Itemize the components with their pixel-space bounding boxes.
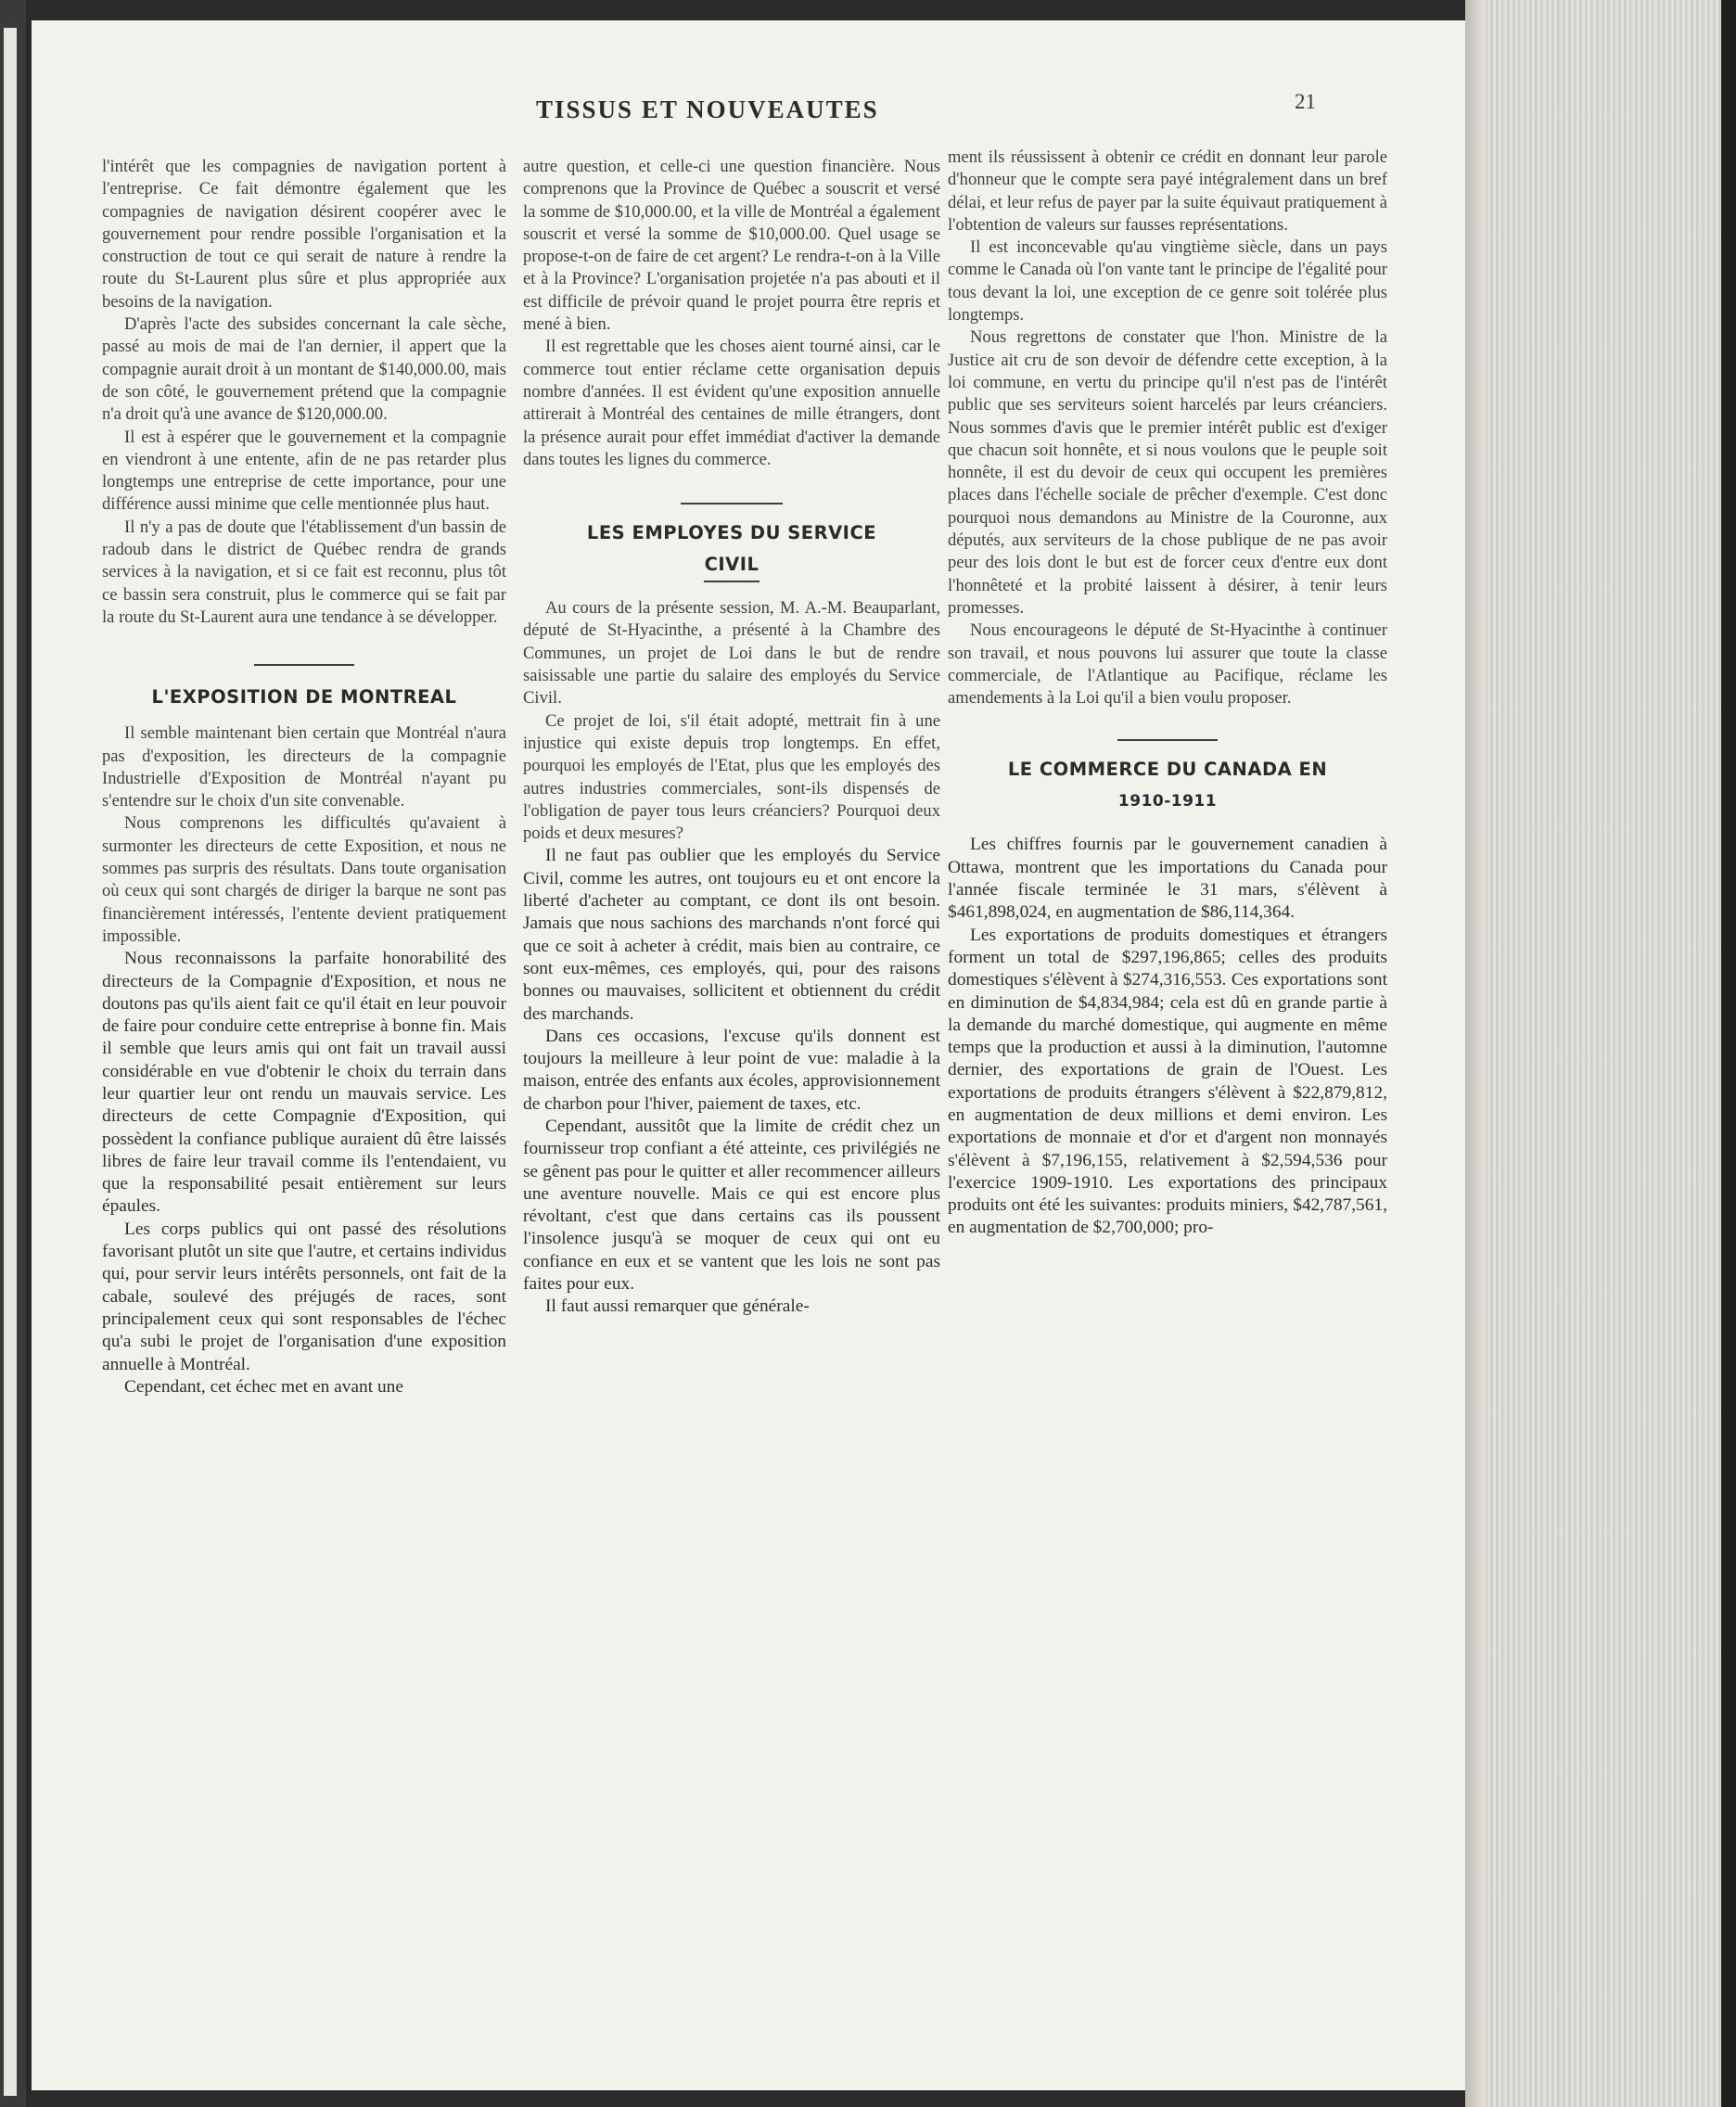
section-heading: L'EXPOSITION DE MONTREAL <box>151 686 457 709</box>
column-middle <box>523 156 940 1319</box>
section-heading: LES EMPLOYES DU SERVICE <box>586 522 877 544</box>
column-right <box>948 147 1387 1240</box>
running-title: TISSUS ET NOUVEAUTES <box>536 96 879 123</box>
page-number: 21 <box>1295 90 1316 113</box>
column-left <box>102 156 506 1398</box>
paragraph: Au cours de la présente session, M. A.-M. Beauparlant, député de St-Hyacinthe, a présenté à la Chambre des Communes, un projet de Loi dans le but de rendre saisissable une partie du salaire des employés du Service Civil. <box>523 598 940 709</box>
paragraph: ment ils réussissent à obtenir ce crédit en donnant leur parole d'honneur que le compte sera payé intégralement dans un bref délai, et leur refus de payer par la suite équivaut pratiquement à l'obtention de valeurs sur fausses représentations. <box>948 147 1387 235</box>
book-page-edges <box>1465 0 1736 2107</box>
paragraph: autre question, et celle-ci une question financière. Nous comprenons que la Province de Québec a souscrit et versé la somme de $10,000.00, et la ville de Montréal a également souscrit et versé la somme de $10,000.00. Quel usage se propose-t-on de faire de cet argent? Le rendra-t-on à la Ville et à la Province? L'organisation projetée n'a pas abouti et il est difficile de prévoir quand le projet pourra être repris et mené à bien. <box>523 157 940 335</box>
paragraph: Dans ces occasions, l'excuse qu'ils donnent est toujours la meilleure à leur point de vue: maladie à la maison, entrée des enfants aux écoles, approvisionnement de charbon pour l'hiver, paiement de taxes, etc. <box>523 1026 940 1114</box>
section-heading: LE COMMERCE DU CANADA EN <box>1007 759 1328 781</box>
left-page-edge <box>0 0 26 2107</box>
paragraph: Les exportations de produits domestiques et étrangers forment un total de $297,196,865; celles des produits domestiques s'élèvent à $274,316,553. Ces exportations sont en diminution de $4,834,984; cela est dû en grande partie à la demande du marché domestique, qui augmente en même temps que la production et aussi à la diminution, l'automne dernier, des exportations de grain de l'Ouest. Les exportations de produits étrangers s'élèvent à $22,879,812, en augmentation de deux millions et demi environ. Les exportations de monnaie et d'or et d'argent non monnayés s'élèvent à $7,196,155, relativement à $2,594,536 pour l'exercice 1909-1910. Les exportations des principaux produits ont été les suivantes: produits miniers, $42,787,561, en augmentation de $2,700,000; pro- <box>948 925 1387 1238</box>
paragraph: Il est regrettable que les choses aient tourné ainsi, car le commerce tout entier réclame cette organisation depuis nombre d'années. Il est évident qu'une exposition annuelle attirerait à Montréal des centaines de mille étrangers, dont la présence aurait pour effet immédiat d'activer la demande dans toutes les lignes du commerce. <box>523 337 940 469</box>
paragraph: Nous reconnaissons la parfaite honorabilité des directeurs de la Compagnie d'Exposition, et nous ne doutons pas qu'ils aient fait ce qu'il était en leur pouvoir de faire pour conduire cette entreprise à bonne fin. Mais il semble que leurs amis qui ont fait un travail aussi considérable en vue d'obtenir le choix du terrain dans leur quartier leur ont rendu un mauvais service. Les directeurs de cette Compagnie d'Exposition, qui possèdent la confiance publique auraient dû être laissés libres de faire leur travail comme ils l'entendaient, vu que la responsabilité pesait entièrement sur leurs épaules. <box>102 949 506 1217</box>
section-heading: 1910-1911 <box>1117 792 1218 811</box>
paragraph: Nous regrettons de constater que l'hon. Ministre de la Justice ait cru de son devoir de défendre cette exception, à la loi commune, en vertu du principe qu'il n'est pas de l'intérêt public que ses serviteurs soient harcelés par leurs créanciers. Nous sommes d'avis que le premier intérêt public est d'exiger que chacun soit honnête, et si nous voulons que le peuple soit honnête, il est du devoir de ceux qui occupent les premières places dans l'échelle sociale de prêcher d'exemple. C'est donc pourquoi nous demandons au Ministre de la Couronne, aux députés, aux serviteurs de la chose publique de ne pas avoir peur des lois dont le but est de forcer ceux d'entre eux dont l'honnêteté et la probité laissent à désirer, à tenir leurs promesses. <box>948 327 1387 618</box>
paragraph: Il est inconcevable qu'au vingtième siècle, dans un pays comme le Canada où l'on vante tant le principe de l'égalité pour tous devant la loi, une exception de ce genre soit tolérée plus longtemps. <box>948 237 1387 326</box>
paragraph: Cependant, aussitôt que la limite de crédit chez un fournisseur trop confiant a été atteinte, ces privilégiés ne se gênent pas pour le quitter et aller recommencer ailleurs une aventure nouvelle. Mais ce qui est encore plus révoltant, c'est que dans certains cas ils poussent l'insolence jusqu'à se moquer de ceux qui ont eu confiance en eux et se vantent que les lois ne sont pas faites pour eux. <box>523 1116 940 1295</box>
paragraph: Il ne faut pas oublier que les employés du Service Civil, comme les autres, ont toujours eu et ont encore la liberté d'acheter au comptant, ce dont ils ont besoin. Jamais que nous sachions des marchands n'ont forcé qui que ce soit à acheter à crédit, mais bien au contraire, ce sont eux-mêmes, ces employés, qui, pour des raisons bonnes ou mauvaises, sollicitent et obtiennent du crédit des marchands. <box>523 846 940 1024</box>
paragraph: Il faut aussi remarquer que générale- <box>545 1296 810 1317</box>
paragraph: Les corps publics qui ont passé des résolutions favorisant plutôt un site que l'autre, et certains individus qui, pour servir leurs intérêts personnels, ont fait de la cabale, soulevé des préjugés de races, sont principalement ceux qui sont responsables de l'échec qu'a subi le projet de l'organisation d'une exposition annuelle à Montréal. <box>102 1219 506 1374</box>
paragraph: Il n'y a pas de doute que l'établissement d'un bassin de radoub dans le district de Québec rendra de grands services à la navigation, et si ce fait est reconnu, plus tôt ce bassin sera construit, plus le commerce qui se fait par la route du St-Laurent aura une tendance à se développer. <box>102 517 506 627</box>
paragraph: D'après l'acte des subsides concernant la cale sèche, passé au mois de mai de l'an dernier, il appert que la compagnie aurait droit à un montant de $140,000.00, mais de son côté, le gouvernement prétend que la compagnie n'a droit qu'à une avance de $120,000.00. <box>102 314 506 425</box>
paragraph: Il est à espérer que le gouvernement et la compagnie en viendront à une entente, afin de ne pas retarder plus longtemps une entreprise de cette importance, pour une différence aussi minime que celle mentionnée plus haut. <box>102 427 506 515</box>
paragraph: Nous comprenons les difficultés qu'avaient à surmonter les directeurs de cette Exposition, et nous ne sommes pas surpris des résultats. Dans toute organisation où ceux qui sont chargés de diriger la barque ne sont pas financièrement intéressés, l'entente devient pratiquement impossible. <box>102 813 506 946</box>
paragraph: Nous encourageons le député de St-Hyacinthe à continuer son travail, et nous pouvons lui assurer que toute la classe commerciale, de l'Atlantique au Pacifique, réclame les amendements à la Loi qu'il a bien voulu proposer. <box>948 620 1387 709</box>
paragraph: Il semble maintenant bien certain que Montréal n'aura pas d'exposition, les directeurs de la compagnie Industrielle d'Exposition de Montréal n'ayant pu s'entendre sur le choix d'un site convenable. <box>102 723 506 811</box>
section-heading: CIVIL <box>704 554 760 576</box>
paragraph: l'intérêt que les compagnies de navigation portent à l'entreprise. Ce fait démontre également que les compagnies de navigation désirent coopérer avec le gouvernement pour rendre possible l'organisation et la construction de tout ce qui serait de nature à rendre la route du St-Laurent plus sûre et plus appropriée aux besoins de la navigation. <box>102 157 506 312</box>
paragraph: Les chiffres fournis par le gouvernement canadien à Ottawa, montrent que les importations du Canada pour l'année fiscale terminée le 31 mars, s'élèvent à $461,898,024, en augmentation de $86,114,364. <box>948 835 1387 923</box>
paragraph: Cependant, cet échec met en avant une <box>124 1376 403 1397</box>
paragraph: Ce projet de loi, s'il était adopté, mettrait fin à une injustice qui existe depuis trop longtemps. En effet, pourquoi les employés de l'Etat, plus que les employés des autres industries commerciales, sont-ils dispensés de l'obligation de payer tous leurs créanciers? Pourquoi deux poids et deux mesures? <box>523 710 940 844</box>
